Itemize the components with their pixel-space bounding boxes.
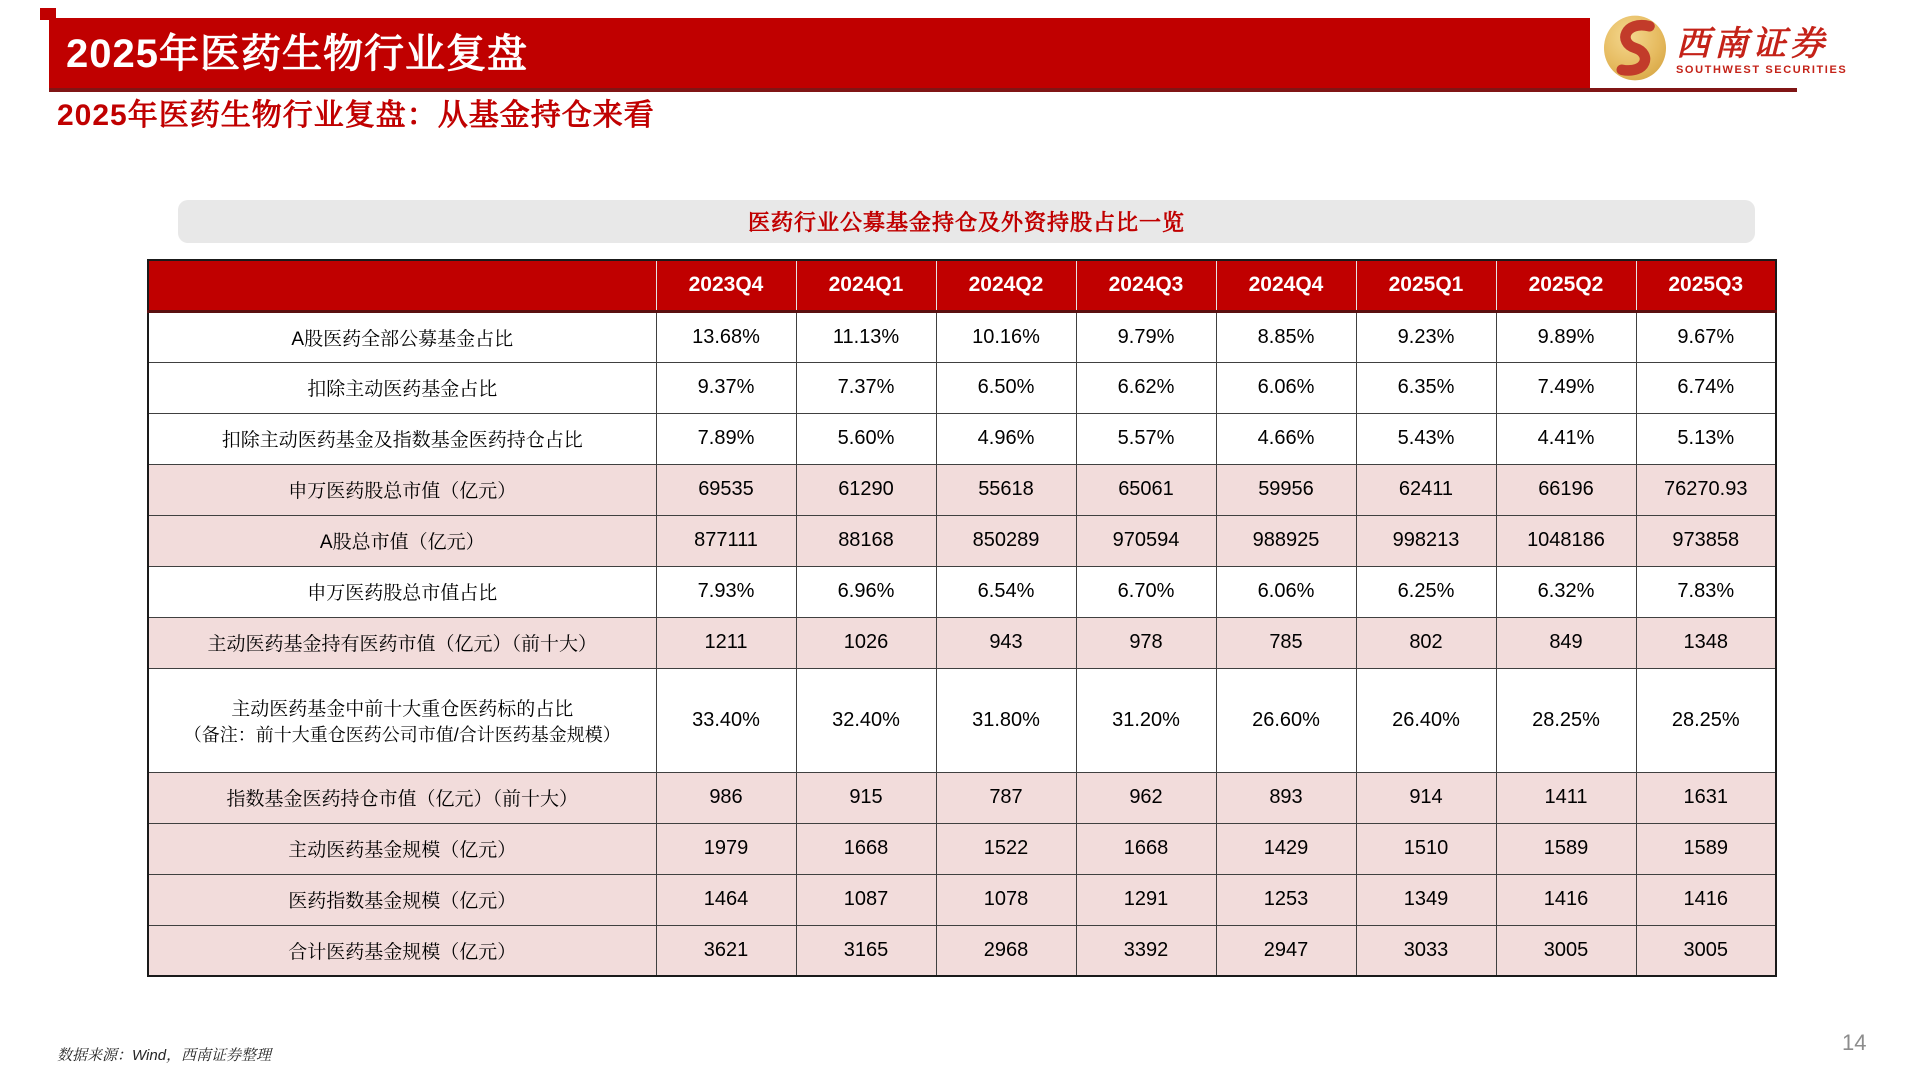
table-row	[148, 566, 1776, 617]
value-cell: 1631	[1636, 772, 1776, 823]
table-title-bar	[178, 200, 1755, 243]
value-cell: 3005	[1496, 925, 1636, 976]
value-cell: 2968	[936, 925, 1076, 976]
table-row	[148, 617, 1776, 668]
value-cell: 1979	[656, 823, 796, 874]
value-cell: 62411	[1356, 464, 1496, 515]
value-cell: 13.68%	[656, 311, 796, 362]
value-cell: 9.37%	[656, 362, 796, 413]
row-label: 主动医药基金持有医药市值（亿元）（前十大）	[148, 617, 656, 668]
value-cell: 978	[1076, 617, 1216, 668]
table-row	[148, 823, 1776, 874]
row-label: 扣除主动医药基金占比	[148, 362, 656, 413]
row-label: 合计医药基金规模（亿元）	[148, 925, 656, 976]
table-row	[148, 925, 1776, 976]
value-cell: 7.89%	[656, 413, 796, 464]
holdings-table	[147, 259, 1777, 977]
value-cell: 55618	[936, 464, 1076, 515]
table-header	[148, 260, 1776, 311]
value-cell: 6.62%	[1076, 362, 1216, 413]
value-cell: 5.57%	[1076, 413, 1216, 464]
value-cell: 3033	[1356, 925, 1496, 976]
table-row	[148, 515, 1776, 566]
value-cell: 1589	[1636, 823, 1776, 874]
row-label: 主动医药基金中前十大重仓医药标的占比 （备注：前十大重仓医药公司市值/合计医药基金规模）	[148, 668, 656, 772]
row-label: 主动医药基金规模（亿元）	[148, 823, 656, 874]
table-row	[148, 874, 1776, 925]
value-cell: 7.49%	[1496, 362, 1636, 413]
value-cell: 6.74%	[1636, 362, 1776, 413]
value-cell: 4.66%	[1216, 413, 1356, 464]
value-cell: 785	[1216, 617, 1356, 668]
value-cell: 26.60%	[1216, 668, 1356, 772]
value-cell: 943	[936, 617, 1076, 668]
row-label: 指数基金医药持仓市值（亿元）（前十大）	[148, 772, 656, 823]
value-cell: 3005	[1636, 925, 1776, 976]
table-row	[148, 413, 1776, 464]
table-row	[148, 772, 1776, 823]
value-cell: 3392	[1076, 925, 1216, 976]
value-cell: 8.85%	[1216, 311, 1356, 362]
value-cell: 962	[1076, 772, 1216, 823]
row-label: 申万医药股总市值（亿元）	[148, 464, 656, 515]
value-cell: 914	[1356, 772, 1496, 823]
value-cell: 59956	[1216, 464, 1356, 515]
value-cell: 1253	[1216, 874, 1356, 925]
value-cell: 998213	[1356, 515, 1496, 566]
row-label: 扣除主动医药基金及指数基金医药持仓占比	[148, 413, 656, 464]
value-cell: 6.70%	[1076, 566, 1216, 617]
value-cell: 4.96%	[936, 413, 1076, 464]
table-header-row	[148, 260, 1776, 311]
value-cell: 5.60%	[796, 413, 936, 464]
value-cell: 69535	[656, 464, 796, 515]
value-cell: 877111	[656, 515, 796, 566]
value-cell: 973858	[1636, 515, 1776, 566]
logo-text	[1676, 26, 1847, 76]
table-row	[148, 311, 1776, 362]
value-cell: 76270.93	[1636, 464, 1776, 515]
value-cell: 32.40%	[796, 668, 936, 772]
value-cell: 9.67%	[1636, 311, 1776, 362]
value-cell: 9.79%	[1076, 311, 1216, 362]
value-cell: 61290	[796, 464, 936, 515]
source-note: 数据来源：Wind，西南证券整理	[57, 1047, 272, 1064]
value-cell: 6.50%	[936, 362, 1076, 413]
value-cell: 1411	[1496, 772, 1636, 823]
value-cell: 850289	[936, 515, 1076, 566]
value-cell: 1211	[656, 617, 796, 668]
table-corner-cell	[148, 260, 656, 311]
value-cell: 6.35%	[1356, 362, 1496, 413]
value-cell: 28.25%	[1636, 668, 1776, 772]
value-cell: 88168	[796, 515, 936, 566]
value-cell: 986	[656, 772, 796, 823]
banner-title: 2025年医药生物行业复盘	[66, 32, 528, 76]
value-cell: 66196	[1496, 464, 1636, 515]
value-cell: 26.40%	[1356, 668, 1496, 772]
table-row	[148, 362, 1776, 413]
value-cell: 1510	[1356, 823, 1496, 874]
row-label: A股医药全部公募基金占比	[148, 311, 656, 362]
value-cell: 11.13%	[796, 311, 936, 362]
value-cell: 1291	[1076, 874, 1216, 925]
value-cell: 31.20%	[1076, 668, 1216, 772]
value-cell: 1668	[796, 823, 936, 874]
value-cell: 1416	[1496, 874, 1636, 925]
value-cell: 7.37%	[796, 362, 936, 413]
table-body	[148, 311, 1776, 976]
value-cell: 3165	[796, 925, 936, 976]
value-cell: 6.06%	[1216, 362, 1356, 413]
row-label: 申万医药股总市值占比	[148, 566, 656, 617]
value-cell: 802	[1356, 617, 1496, 668]
value-cell: 915	[796, 772, 936, 823]
value-cell: 893	[1216, 772, 1356, 823]
value-cell: 1416	[1636, 874, 1776, 925]
value-cell: 6.96%	[796, 566, 936, 617]
value-cell: 1026	[796, 617, 936, 668]
value-cell: 2947	[1216, 925, 1356, 976]
value-cell: 1429	[1216, 823, 1356, 874]
value-cell: 1464	[656, 874, 796, 925]
value-cell: 4.41%	[1496, 413, 1636, 464]
value-cell: 1048186	[1496, 515, 1636, 566]
table-row	[148, 668, 1776, 772]
table-row	[148, 464, 1776, 515]
logo-name-en: SOUTHWEST SECURITIES	[1676, 63, 1848, 76]
value-cell: 849	[1496, 617, 1636, 668]
quarter-column-header: 2025Q2	[1496, 260, 1636, 311]
value-cell: 10.16%	[936, 311, 1076, 362]
quarter-column-header: 2024Q4	[1216, 260, 1356, 311]
quarter-column-header: 2024Q2	[936, 260, 1076, 311]
company-logo	[1602, 14, 1847, 87]
quarter-column-header: 2025Q3	[1636, 260, 1776, 311]
value-cell: 1349	[1356, 874, 1496, 925]
banner	[49, 18, 1590, 90]
page-subtitle: 2025年医药生物行业复盘：从基金持仓来看	[57, 99, 655, 132]
value-cell: 6.06%	[1216, 566, 1356, 617]
value-cell: 5.43%	[1356, 413, 1496, 464]
value-cell: 1589	[1496, 823, 1636, 874]
value-cell: 5.13%	[1636, 413, 1776, 464]
value-cell: 6.25%	[1356, 566, 1496, 617]
value-cell: 7.83%	[1636, 566, 1776, 617]
quarter-column-header: 2024Q1	[796, 260, 936, 311]
value-cell: 1087	[796, 874, 936, 925]
value-cell: 33.40%	[656, 668, 796, 772]
logo-name-cn: 西南证券	[1676, 25, 1828, 63]
table-title: 医药行业公募基金持仓及外资持股占比一览	[747, 210, 1185, 235]
quarter-column-header: 2025Q1	[1356, 260, 1496, 311]
value-cell: 31.80%	[936, 668, 1076, 772]
quarter-column-header: 2023Q4	[656, 260, 796, 311]
value-cell: 7.93%	[656, 566, 796, 617]
value-cell: 787	[936, 772, 1076, 823]
value-cell: 9.23%	[1356, 311, 1496, 362]
quarter-column-header: 2024Q3	[1076, 260, 1216, 311]
value-cell: 1348	[1636, 617, 1776, 668]
value-cell: 3621	[656, 925, 796, 976]
value-cell: 65061	[1076, 464, 1216, 515]
value-cell: 1522	[936, 823, 1076, 874]
row-label: A股总市值（亿元）	[148, 515, 656, 566]
value-cell: 1078	[936, 874, 1076, 925]
value-cell: 28.25%	[1496, 668, 1636, 772]
value-cell: 988925	[1216, 515, 1356, 566]
page-number: 14	[1842, 1030, 1867, 1055]
value-cell: 6.32%	[1496, 566, 1636, 617]
value-cell: 1668	[1076, 823, 1216, 874]
row-label: 医药指数基金规模（亿元）	[148, 874, 656, 925]
value-cell: 9.89%	[1496, 311, 1636, 362]
value-cell: 970594	[1076, 515, 1216, 566]
value-cell: 6.54%	[936, 566, 1076, 617]
logo-sphere-icon	[1602, 14, 1668, 87]
